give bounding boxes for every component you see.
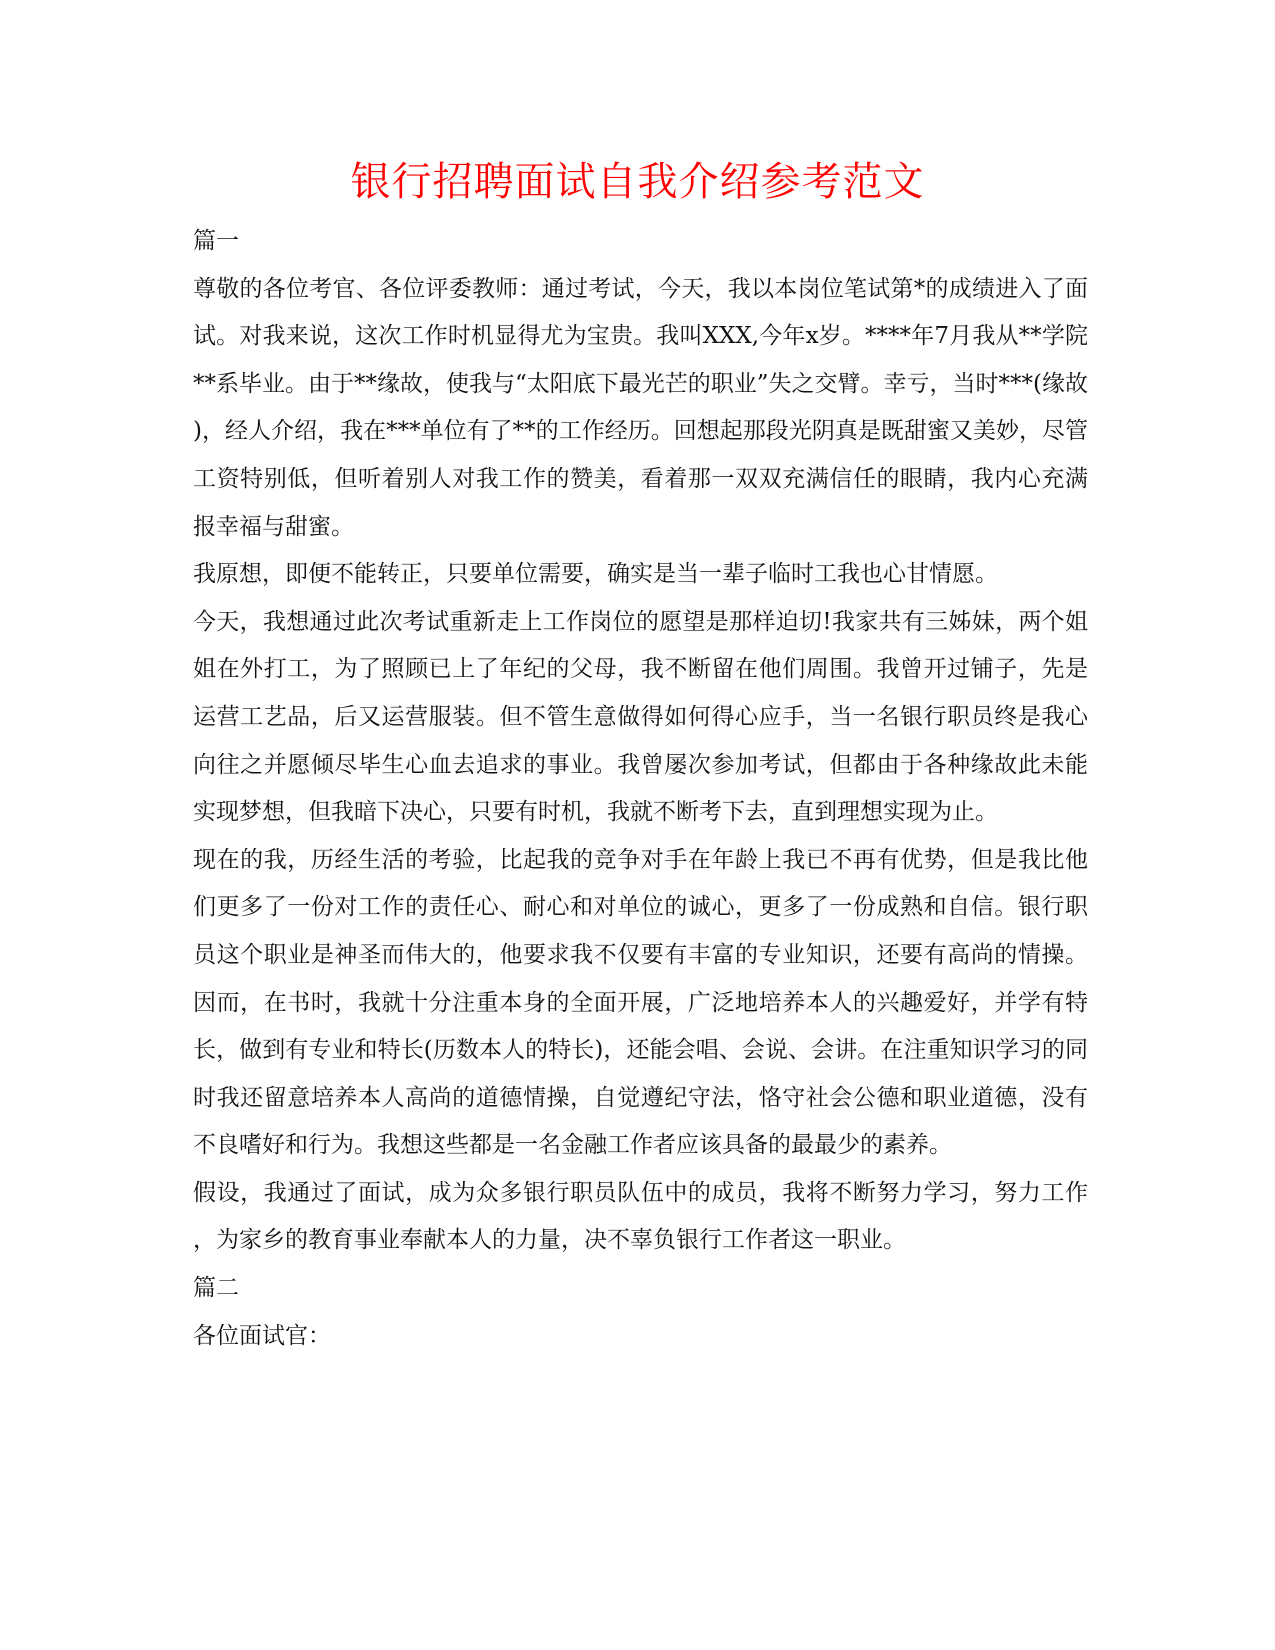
section-heading-1: 篇一	[193, 228, 239, 254]
document-body	[193, 218, 1088, 1360]
paragraph: 今天，我想通过此次考试重新走上工作岗位的愿望是那样迫切!我家共有三姊妹，两个姐姐在外打工，为了照顾已上了年纪的父母，我不断留在他们周围。我曾开过铺子，先是运营工艺品，后又运营服装。但不管生意做得如何得心应手，当一名银行职员终是我心向往之并愿倾尽毕生心血去追求的事业。我曾屡次参加考试，但都由于各种缘故此未能实现梦想，但我暗下决心，只要有时机，我就不断考下去，直到理想实现为止。	[193, 608, 1088, 826]
paragraph: 我原想，即便不能转正，只要单位需要，确实是当一辈子临时工我也心甘情愿。	[193, 561, 998, 588]
paragraph: 现在的我，历经生活的考验，比起我的竞争对手在年龄上我已不再有优势，但是我比他们更多了一份对工作的责任心、耐心和对单位的诚心，更多了一份成熟和自信。银行职员这个职业是神圣而伟大的，他要求我不仅要有丰富的专业知识，还要有高尚的情操。因而，在书时，我就十分注重本身的全面开展，广泛地培养本人的兴趣爱好，并学有特长，做到有专业和特长(历数本人的特长)，还能会唱、会说、会讲。在注重知识学习的同时我还留意培养本人高尚的道德情操，自觉遵纪守法，恪守社会公德和职业道德，没有不良嗜好和行为。我想这些都是一名金融工作者应该具备的最最少的素养。	[193, 846, 1088, 1159]
paragraph: 假设，我通过了面试，成为众多银行职员队伍中的成员，我将不断努力学习，努力工作，为家乡的教育事业奉献本人的力量，决不辜负银行工作者这一职业。	[193, 1179, 1088, 1254]
document-title: 银行招聘面试自我介绍参考范文	[350, 159, 925, 205]
paragraph: 各位面试官：	[193, 1322, 331, 1349]
paragraph: 尊敬的各位考官、各位评委教师：通过考试，今天，我以本岗位笔试第*的成绩进入了面试。对我来说，这次工作时机显得尤为宝贵。我叫XXX,今年x岁。****年7月我从**学院**系毕业。由于**缘故，使我与“太阳底下最光芒的职业”失之交臂。幸亏，当时***(缘故)，经人介绍，我在***单位有了**的工作经历。回想起那段光阴真是既甜蜜又美妙，尽管工资特别低，但听着别人对我工作的赞美，看着那一双双充满信任的眼睛，我内心充满报幸福与甜蜜。	[193, 275, 1088, 540]
section-heading-2: 篇二	[193, 1275, 239, 1302]
